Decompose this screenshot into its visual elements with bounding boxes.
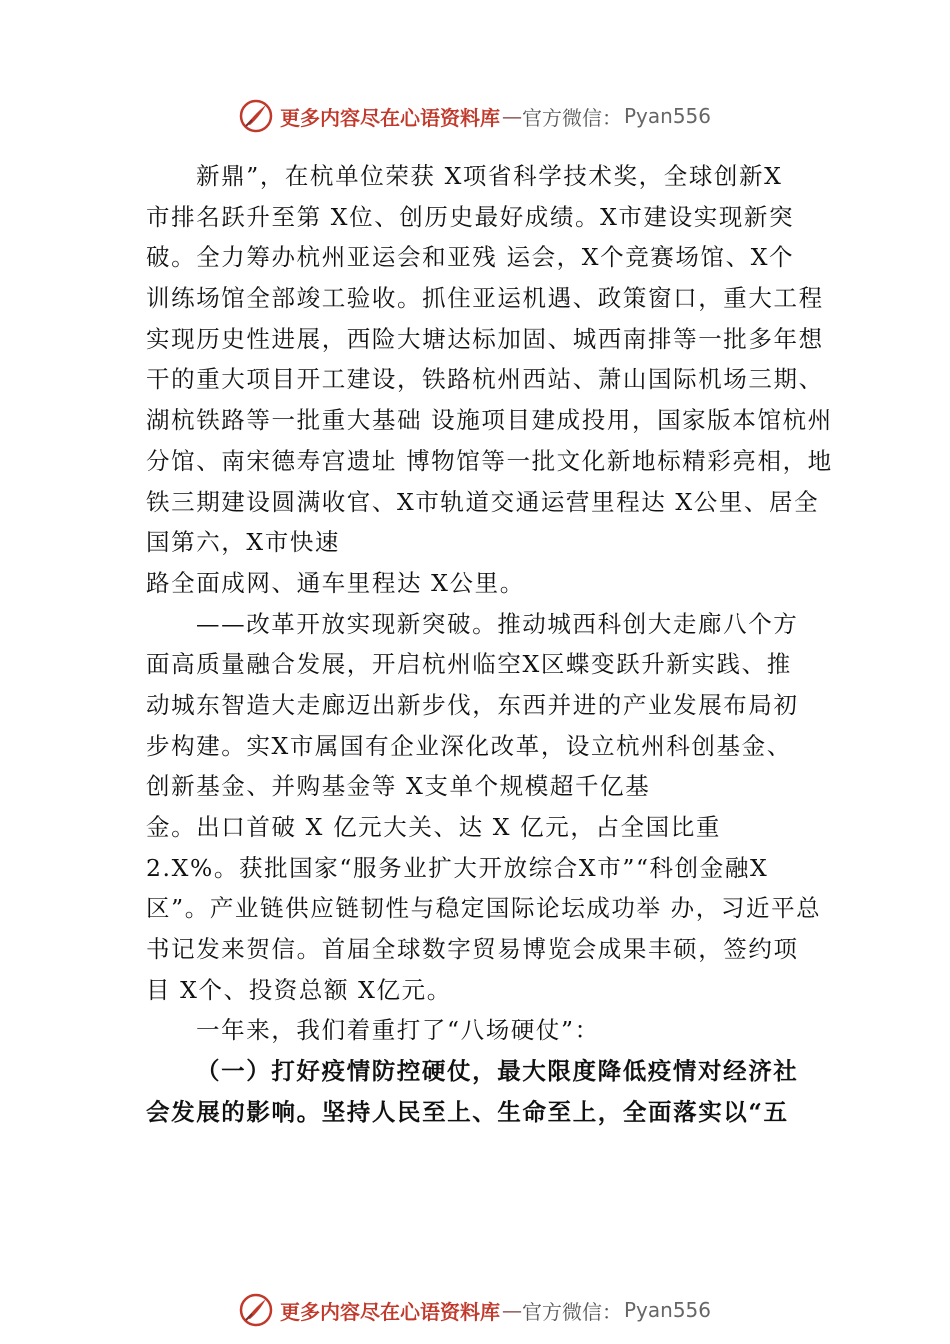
text-line: 分馆、南宋德寿宫遗址 博物馆等一批文化新地标精彩亮相，地: [146, 446, 833, 475]
text-line: 铁三期建设圆满收官、X市轨道交通运营里程达 X公里、居全: [146, 487, 820, 516]
text-line: 路全面成网、通车里程达 X公里。: [146, 568, 525, 597]
watermark-title: 更多内容尽在心语资料库: [280, 1299, 500, 1324]
section-heading-line: （一）打好疫情防控硬仗，最大限度降低疫情对经济社: [196, 1057, 799, 1086]
text-line: 目 X个、投资总额 X亿元。: [146, 975, 452, 1004]
text-line: 破。全力筹办杭州亚运会和亚残 运会，X个竞赛场馆、X个: [146, 243, 795, 272]
text-line: 面高质量融合发展，开启杭州临空X区蝶变跃升新实践、推: [146, 650, 792, 679]
text-line: ——改革开放实现新突破。推动城西科创大走廊八个方: [196, 609, 799, 638]
watermark-wechat-id: Pyan556: [624, 1298, 712, 1322]
watermark-wechat-id: Pyan556: [624, 104, 712, 128]
watermark-banner-bottom: [238, 1290, 711, 1330]
text-line: 市排名跃升至第 X位、创历史最好成绩。X市建设实现新突: [146, 202, 795, 231]
text-line: 训练场馆全部竣工验收。抓住亚运机遇、政策窗口，重大工程: [146, 284, 824, 313]
text-line: 一年来，我们着重打了“八场硬仗”：: [196, 1016, 600, 1045]
text-line: 区”。产业链供应链韧性与稳定国际论坛成功举 办，习近平总: [146, 894, 822, 923]
text-line: 动城东智造大走廊迈出新步伐，东西并进的产业发展布局初: [146, 690, 799, 719]
quill-seal-icon: [238, 1292, 274, 1328]
watermark-banner-top: [238, 96, 711, 136]
watermark-separator: —: [502, 1298, 522, 1322]
document-body: [146, 156, 836, 1133]
text-line: 金。出口首破 X 亿元大关、达 X 亿元，占全国比重: [146, 813, 721, 841]
text-line: 2.X%。获批国家“服务业扩大开放综合X市”“科创金融X: [146, 853, 769, 882]
watermark-title: 更多内容尽在心语资料库: [280, 105, 500, 130]
watermark-wechat-label: 官方微信：: [522, 1299, 622, 1324]
watermark-wechat-label: 官方微信：: [522, 105, 622, 130]
section-heading-line: 会发展的影响。坚持人民至上、生命至上，全面落实以“五: [146, 1097, 789, 1126]
quill-seal-icon: [238, 98, 274, 134]
text-line: 实现历史性进展，西险大塘达标加固、城西南排等一批多年想: [146, 324, 824, 353]
text-line: 新鼎”，在杭单位荣获 X项省科学技术奖，全球创新X: [196, 162, 783, 190]
text-line: 干的重大项目开工建设，铁路杭州西站、萧山国际机场三期、: [146, 365, 824, 394]
text-line: 创新基金、并购基金等 X支单个规模超千亿基: [146, 772, 651, 801]
watermark-separator: —: [502, 104, 522, 128]
text-line: 国第六，X市快速: [146, 528, 341, 557]
text-line: 湖杭铁路等一批重大基础 设施项目建成投用，国家版本馆杭州: [146, 406, 833, 435]
text-line: 步构建。实X市属国有企业深化改革，设立杭州科创基金、: [146, 731, 792, 760]
text-line: 书记发来贺信。首届全球数字贸易博览会成果丰硕，签约项: [146, 935, 799, 964]
